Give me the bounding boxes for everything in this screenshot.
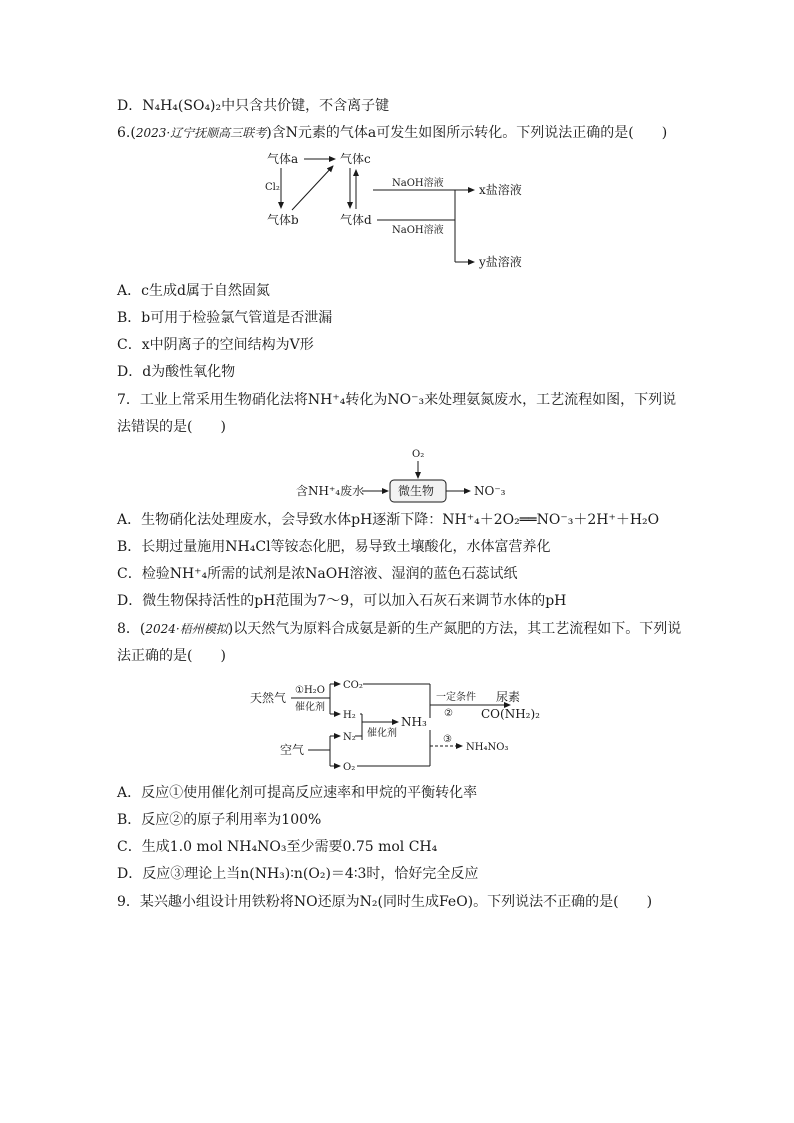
- q8-option-a: A．反应①使用催化剂可提高反应速率和甲烷的平衡转化率: [117, 785, 478, 801]
- q7-o2: O₂: [412, 449, 425, 460]
- q6-prefix: 6.(: [117, 125, 136, 141]
- q8-step2: ②: [444, 708, 453, 719]
- q8-urea-formula: CO(NH₂)₂: [481, 707, 540, 721]
- q6-source: 2023·辽宁抚顺高三联考: [135, 126, 267, 140]
- q6-option-c: C．x中阴离子的空间结构为V形: [117, 337, 314, 353]
- q8-natural-gas: 天然气: [250, 691, 287, 705]
- q6-option-a: A．c生成d属于自然固氮: [117, 283, 270, 299]
- q8-step3: ③: [443, 734, 452, 745]
- q8-h2: H₂: [343, 710, 356, 721]
- q6-gas-a: 气体a: [267, 152, 299, 166]
- q8-n2: N₂: [343, 732, 356, 743]
- q8-option-b: B．反应②的原子利用率为100%: [117, 812, 322, 828]
- q8-urea: 尿素: [496, 690, 521, 704]
- q7-input: 含NH⁺₄废水: [296, 484, 365, 498]
- q6-cl2: Cl₂: [265, 182, 280, 193]
- q6-naoh-2: NaOH溶液: [392, 225, 444, 236]
- q8-stem-text: )以天然气为原料合成氨是新的生产氮肥的方法，其工艺流程如下。下列说: [227, 621, 682, 637]
- q6-option-d: D．d为酸性氧化物: [117, 364, 236, 380]
- q7-option-c: C．检验NH⁺₄所需的试剂是浓NaOH溶液、湿润的蓝色石蕊试纸: [117, 566, 518, 582]
- q6-gas-d: 气体d: [340, 213, 372, 227]
- q8-prefix: 8．(: [117, 621, 146, 637]
- q6-y-salt: y盐溶液: [479, 255, 522, 269]
- q7-option-d: D．微生物保持活性的pH范围为7～9，可以加入石灰石来调节水体的pH: [117, 593, 567, 609]
- q7-option-a: A．生物硝化法处理废水，会导致水体pH逐渐下降：NH⁺₄＋2O₂══NO⁻₃＋2H⁺＋H₂O: [117, 512, 660, 528]
- q5-option-d: D．N₄H₄(SO₄)₂中只含共价键，不含离子键: [117, 98, 390, 114]
- q8-co2: CO₂: [343, 680, 363, 691]
- q7-stem-line1: 7．工业上常采用生物硝化法将NH⁺₄转化为NO⁻₃来处理氨氮废水，工艺流程如图，下列说: [117, 392, 677, 408]
- q7-output: NO⁻₃: [474, 484, 506, 498]
- q6-gas-b: 气体b: [267, 213, 299, 227]
- q6-gas-c: 气体c: [340, 152, 371, 166]
- q9-stem: 9．某兴趣小组设计用铁粉将NO还原为N₂(同时生成FeO)。下列说法不正确的是( ): [117, 894, 653, 910]
- q8-nh3: NH₃: [401, 715, 427, 729]
- q8-option-d: D．反应③理论上当n(NH₃)∶n(O₂)＝4∶3时，恰好完全反应: [117, 866, 479, 882]
- q6-option-b: B．b可用于检验氯气管道是否泄漏: [117, 310, 333, 326]
- q7-box-label: 微生物: [398, 484, 435, 498]
- q6-stem-text: )含N元素的气体a可发生如图所示转化。下列说法正确的是( ): [266, 125, 668, 141]
- q8-catalyst1: 催化剂: [295, 702, 325, 713]
- q8-source: 2024·梧州模拟: [145, 622, 228, 636]
- q8-air: 空气: [280, 743, 305, 757]
- q7-stem-line2: 法错误的是( ): [117, 419, 226, 435]
- q6-x-salt: x盐溶液: [479, 183, 522, 197]
- q8-step1: ①H₂O: [295, 685, 325, 696]
- q6-naoh-1: NaOH溶液: [392, 178, 444, 189]
- q7-option-b: B．长期过量施用NH₄Cl等铵态化肥，易导致土壤酸化，水体富营养化: [117, 539, 551, 555]
- q8-o2: O₂: [343, 762, 356, 773]
- q8-nh4no3: NH₄NO₃: [466, 742, 509, 753]
- q8-catalyst2: 催化剂: [367, 728, 397, 739]
- q8-option-c: C．生成1.0 mol NH₄NO₃至少需要0.75 mol CH₄: [117, 839, 438, 855]
- q8-condition: 一定条件: [436, 692, 476, 703]
- q8-stem-line2: 法正确的是( ): [117, 648, 226, 664]
